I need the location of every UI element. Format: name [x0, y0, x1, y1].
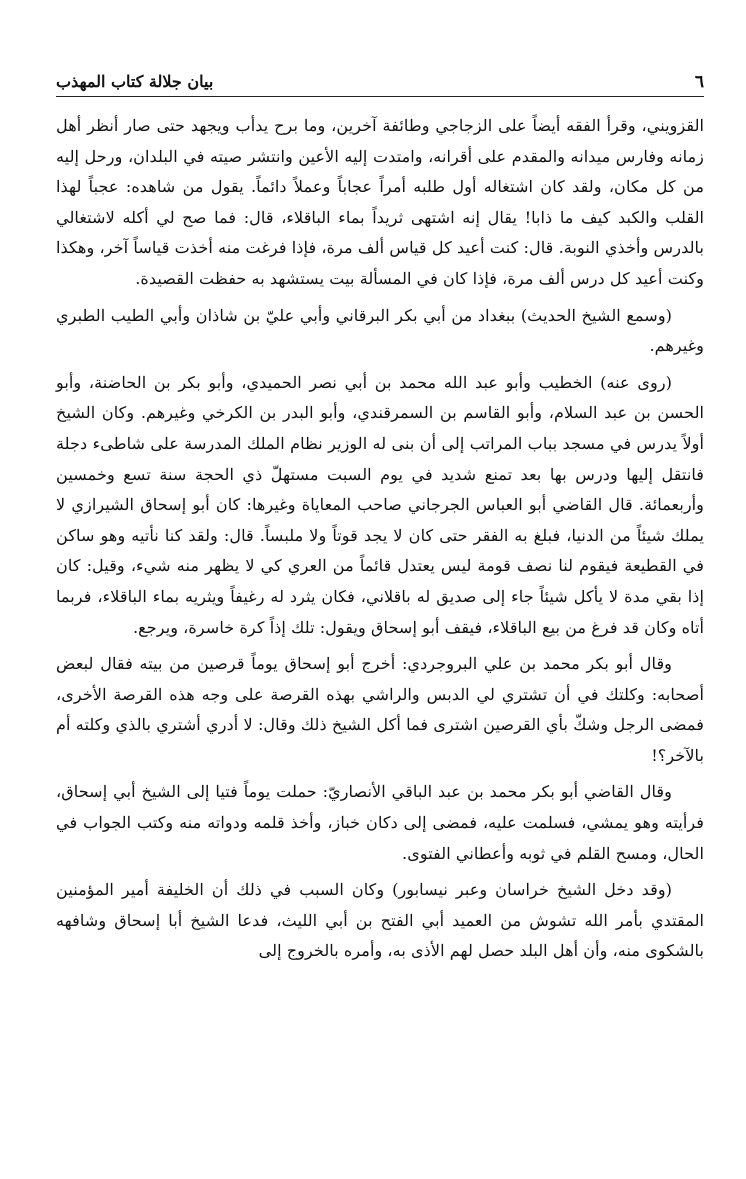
running-header: [56, 70, 704, 97]
running-title: بيان جلالة كتاب المهذب: [56, 72, 214, 91]
body-text: [56, 111, 704, 967]
paragraph-2: (وسمع الشيخ الحديث) ببغداد من أبي بكر البرقاني وأبي عليّ بن شاذان وأبي الطيب الطبري وغيرهم.: [56, 305, 704, 356]
paragraph-1: القزويني، وقرأ الفقه أيضاً على الزجاجي وطائفة آخرين، وما برح يدأب ويجهد حتى صار أنظر أهل زمانه وفارس ميدانه والمقدم على أقرانه، وامتدت إليه الأعين وانتشر صيته في البلدان، ورحل إليه من كل مكان، ولقد كان اشتغاله أول طلبه أمراً عجاباً وعملاً دائماً. يقول من شاهده: عجباً لهذا القلب والكبد كيف ما ذابا! يقال إنه اشتهى ثريداً بماء الباقلاء، قال: فما صح لي أكله لاشتغالي بالدرس وأخذي النوبة. قال: كنت أعيد كل قياس ألف مرة، فإذا فرغت منه أخذت قياساً آخر، وهكذا وكنت أعيد كل درس ألف مرة، فإذا كان في المسألة بيت يستشهد به حفظت القصيدة.: [56, 116, 704, 288]
page-number: ٦: [694, 72, 704, 92]
paragraph-4: وقال أبو بكر محمد بن علي البروجردي: أخرج أبو إسحاق يوماً قرصين من بيته فقال لبعض أصحابه: وكلتك في أن تشتري لي الدبس والراشي بهذه القرصة على وجه هذه القرصة الأخرى، فمضى الرجل وشكّ بأي القرصين اشترى فما أكل الشيخ ذلك وقال: لا أدري أشتري بالذي وكلته أم بالآخر؟!: [56, 654, 704, 765]
paragraph-3: (روى عنه) الخطيب وأبو عبد الله محمد بن أبي نصر الحميدي، وأبو بكر بن الحاضنة، وأبو الحسن بن عبد السلام، وأبو القاسم بن السمرقندي، وأبو البدر بن الكرخي وغيرهم. وكان الشيخ أولاً يدرس في مسجد بباب المراتب إلى أن بنى له الوزير نظام الملك المدرسة على شاطىء دجلة فانتقل إليها ودرس بها بعد تمنع شديد في يوم السبت مستهلّ ذي الحجة سنة تسع وخمسين وأربعمائة. قال القاضي أبو العباس الجرجاني صاحب المعاياة وغيرها: كان أبو إسحاق الشيرازي لا يملك شيئاً من الدنيا، فبلغ به الفقر حتى كان لا يجد قوتاً ولا ملبساً. قال: ولقد كنا نأتيه وهو ساكن في القطيعة فيقوم لنا نصف قومة ليس يعتدل قائماً من العري كي لا يظهر منه شيء، وقيل: كان إذا بقي مدة لا يأكل شيئاً جاء إلى صديق له باقلاني، فكان يثرد له رغيفاً ويثريه بماء الباقلاء، فربما أتاه وكان قد فرغ من بيع الباقلاء، فيقف أبو إسحاق ويقول: تلك إذاً كرة خاسرة، ويرجع.: [56, 372, 704, 637]
paragraph-6: (وقد دخل الشيخ خراسان وعبر نيسابور) وكان السبب في ذلك أن الخليفة أمير المؤمنين المقتدي بأمر الله تشوش من العميد أبي الفتح بن أبي الليث، فدعا الشيخ أبا إسحاق وشافهه بالشكوى منه، وأن أهل البلد حصل لهم الأذى به، وأمره بالخروج إلى: [56, 880, 704, 961]
paragraph-5: وقال القاضي أبو بكر محمد بن عبد الباقي الأنصاريّ: حملت يوماً فتيا إلى الشيخ أبي إسحاق، فرأيته وهو يمشي، فسلمت عليه، فمضى إلى دكان خباز، وأخذ قلمه ودواته منه وكتب الجواب في الحال، ومسح القلم في ثوبه وأعطاني الفتوى.: [56, 782, 704, 863]
